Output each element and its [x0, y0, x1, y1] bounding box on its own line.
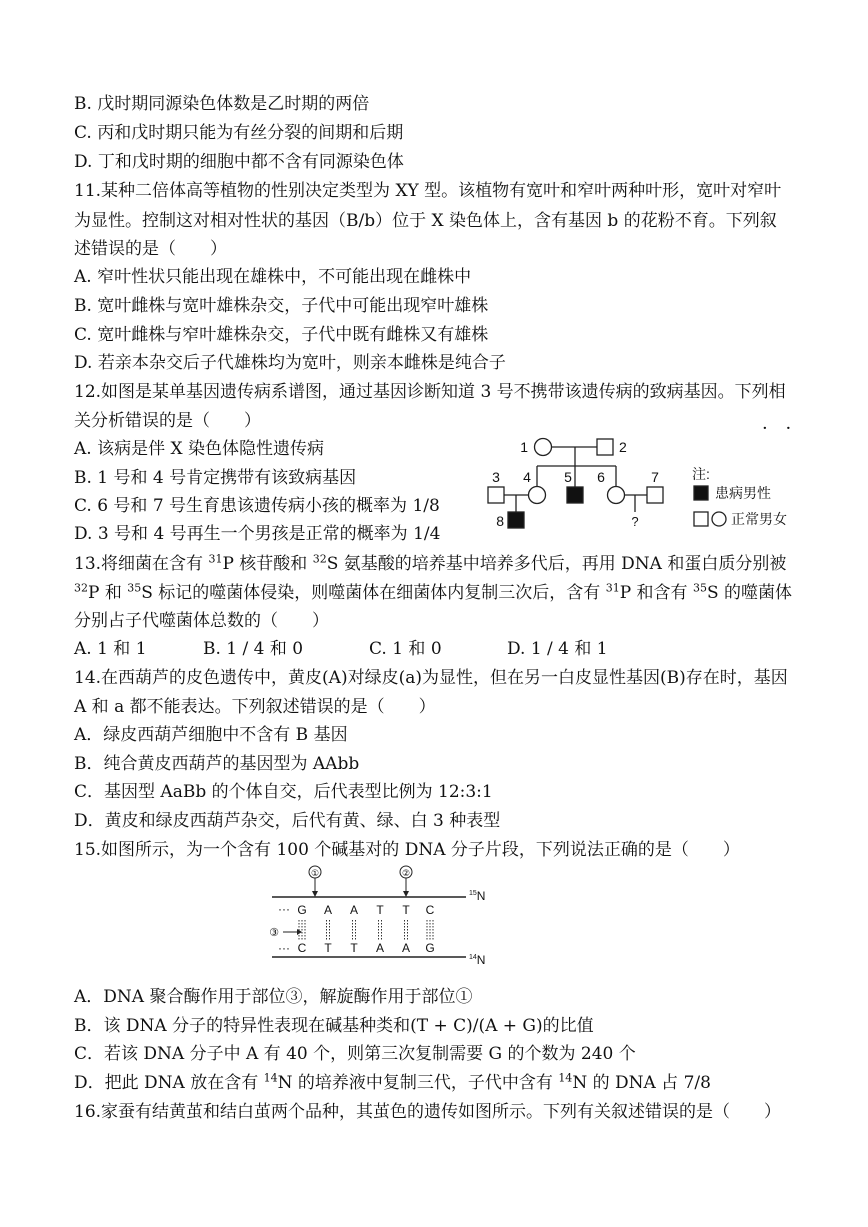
q11-option-b: B. 宽叶雌株与宽叶雄株杂交，子代中可能出现窄叶雄株 — [74, 296, 489, 316]
pedigree-label-7: 7 — [651, 469, 659, 485]
q13-option-c: C. 1 和 0 — [369, 639, 442, 659]
pedigree-chart — [480, 430, 820, 540]
marker-2-arrow-icon — [403, 891, 409, 897]
pedigree-label-8: 8 — [496, 513, 504, 529]
bottom-base-2: T — [350, 941, 358, 955]
pedigree-label-5: 5 — [564, 469, 572, 485]
bottom-ellipsis: ··· — [278, 941, 290, 955]
marker-1-label: ① — [310, 868, 320, 878]
q14-option-c: C．基因型 AaBb 的个体自交，后代表型比例为 12:3:1 — [74, 782, 493, 802]
bottom-base-4: A — [401, 941, 411, 955]
pedigree-label-4: 4 — [523, 469, 531, 485]
marker-3-label: ③ — [269, 927, 279, 939]
q15-option-a: A．DNA 聚合酶作用于部位③，解旋酶作用于部位① — [74, 987, 473, 1007]
legend-affected-label: 患病男性 — [715, 485, 771, 501]
q14-option-d: D．黄皮和绿皮西葫芦杂交，后代有黄、绿、白 3 种表型 — [74, 811, 501, 831]
legend-affected-swatch — [694, 486, 708, 500]
q12-option-c: C. 6 号和 7 号生育患该遗传病小孩的概率为 1/8 — [74, 496, 440, 516]
top-base-1: A — [323, 903, 333, 917]
individual-3-male — [488, 487, 504, 503]
q15-option-b: B．该 DNA 分子的特异性表现在碱基种类和(T + C)/(A + G)的比值 — [74, 1016, 594, 1036]
q11-option-d: D. 若亲本杂交后子代雄株均为宽叶，则亲本雌株是纯合子 — [74, 353, 506, 373]
q12-stem-line1: 12.如图是某单基因遗传病系谱图，通过基因诊断知道 3 号不携带该遗传病的致病基因。下列相 — [74, 382, 786, 402]
q13-stem-line2: $^{32}$P 和 $^{35}$S 标记的噬菌体侵染，则噬菌体在细菌体内复制三次后，含有 $^{31}$P 和含有 $^{35}$S 的噬菌体 — [74, 581, 793, 603]
individual-7-male — [647, 487, 663, 503]
q13-option-a: A. 1 和 1 — [74, 639, 147, 659]
individual-1-female — [535, 439, 552, 456]
q14-option-a: A．绿皮西葫芦细胞中不含有 B 基因 — [74, 725, 348, 745]
q12-stem-line2: 关分析错误的是（ ） — [74, 411, 261, 431]
individual-5-affected-male — [567, 487, 583, 503]
pedigree-unknown-mark: ? — [631, 514, 639, 529]
bottom-base-0: C — [297, 941, 307, 955]
top-base-3: T — [376, 903, 384, 917]
q11-option-c: C. 宽叶雌株与窄叶雄株杂交，子代中既有雌株又有雄株 — [74, 325, 489, 345]
q12-option-a: A. 该病是伴 X 染色体隐性遗传病 — [74, 439, 324, 459]
individual-4-female — [529, 487, 546, 504]
bottom-base-1: T — [324, 941, 332, 955]
q11-stem-line1: 11.某种二倍体高等植物的性别决定类型为 XY 型。该植物有宽叶和窄叶两种叶形，宽叶对窄叶 — [74, 181, 782, 201]
q11-stem-line2: 为显性。控制这对相对性状的基因（B/b）位于 X 染色体上，含有基因 b 的花粉不育。下列叙 — [74, 211, 777, 231]
q15-option-d: D．把此 DNA 放在含有 $^{14}$N 的培养液中复制三代，子代中含有 $^{14}$N 的 DNA 占 7/8 — [74, 1071, 711, 1093]
bottom-strand-label: $^{14}$N — [469, 953, 486, 967]
top-base-2: A — [349, 903, 359, 917]
q10-option-d: D. 丁和戊时期的细胞中都不含有同源染色体 — [74, 152, 404, 172]
marker-2-label: ② — [401, 868, 411, 878]
q13-option-b: B. 1 / 4 和 0 — [203, 639, 304, 659]
pedigree-label-2: 2 — [619, 439, 627, 455]
dna-segment-diagram — [258, 860, 508, 972]
decorative-dots: · · — [762, 418, 798, 439]
q16-stem: 16.家蚕有结黄茧和结白茧两个品种，其茧色的遗传如图所示。下列有关叙述错误的是（ ） — [74, 1102, 782, 1122]
individual-2-male — [597, 439, 613, 455]
q12-option-b: B. 1 号和 4 号肯定携带有该致病基因 — [74, 468, 357, 488]
q14-stem-line1: 14.在西葫芦的皮色遗传中，黄皮(A)对绿皮(a)为显性，但在另一白皮显性基因(B)存在时，基因 — [74, 668, 788, 688]
pedigree-label-3: 3 — [492, 469, 500, 485]
bottom-base-3: A — [375, 941, 385, 955]
marker-1-arrow-icon — [312, 891, 318, 897]
q10-option-b: B. 戊时期同源染色体数是乙时期的两倍 — [74, 94, 370, 114]
q14-stem-line2: A 和 a 都不能表达。下列叙述错误的是（ ） — [74, 697, 436, 717]
q14-option-b: B．纯合黄皮西葫芦的基因型为 AAbb — [74, 754, 360, 774]
pedigree-label-1: 1 — [520, 439, 528, 455]
q15-option-c: C．若该 DNA 分子中 A 有 40 个，则第三次复制需要 G 的个数为 240 个 — [74, 1044, 636, 1064]
pedigree-label-6: 6 — [597, 469, 605, 485]
top-base-0: G — [297, 903, 307, 917]
q13-stem-line1: 13.将细菌在含有 $^{31}$P 核苷酸和 $^{32}$S 氨基酸的培养基中培养多代后，再用 DNA 和蛋白质分别被 — [74, 552, 787, 574]
q13-option-d: D. 1 / 4 和 1 — [507, 639, 608, 659]
q12-option-d: D. 3 号和 4 号再生一个男孩是正常的概率为 1/4 — [74, 524, 441, 544]
bottom-base-5: G — [425, 941, 435, 955]
top-strand-label: $^{15}$N — [469, 889, 486, 903]
q15-stem: 15.如图所示，为一个含有 100 个碱基对的 DNA 分子片段，下列说法正确的是（ ） — [74, 840, 740, 860]
top-base-5: C — [425, 903, 435, 917]
legend-normal-male-swatch — [694, 512, 708, 526]
hydrogen-bonds — [299, 920, 433, 940]
individual-8-affected-male — [508, 512, 524, 528]
q10-option-c: C. 丙和戊时期只能为有丝分裂的间期和后期 — [74, 123, 404, 143]
q11-stem-line3: 述错误的是（ ） — [74, 239, 227, 259]
q13-stem-line3: 分别占子代噬菌体总数的（ ） — [74, 611, 329, 631]
q11-option-a: A. 窄叶性状只能出现在雄株中，不可能出现在雌株中 — [74, 267, 472, 287]
legend-normal-label: 正常男女 — [731, 511, 787, 527]
individual-6-female — [608, 487, 625, 504]
top-base-4: T — [402, 903, 410, 917]
legend-normal-female-swatch — [712, 512, 726, 526]
top-ellipsis: ··· — [278, 902, 290, 916]
legend-title: 注: — [692, 466, 710, 482]
